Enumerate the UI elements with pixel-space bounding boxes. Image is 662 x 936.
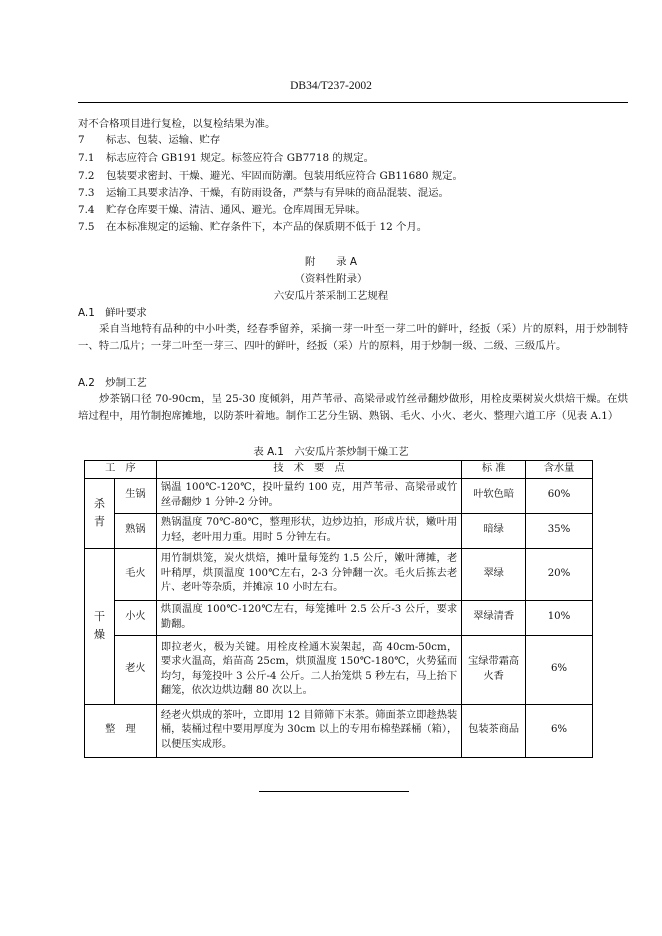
- step-tech: 烘顶温度 100℃-120℃左右，每笼摊叶 2.5 公斤-3 公斤，要求勤翻。: [156, 600, 461, 635]
- step-tech: 即拉老火，极为关键。用栓皮栓通木炭架起，高 40cm-50cm，要求火温高，焰苗高 25cm，烘顶温度 150℃-180℃，火势猛而均匀，每笼投叶 3 公斤-4 公斤。二人抬笼烘 5 秒左右，马上抬下翻笼，依次边烘边翻 80 次以上。: [156, 635, 461, 704]
- step-tech: 用竹制烘笼，炭火烘焙，摊叶量每笼约 1.5 公斤，嫩叶薄摊，老叶稍厚，烘顶温度 100℃左右，2-3 分钟翻一次。毛火后拣去老片、老叶等杂质，并摊凉 10 小时左右。: [156, 548, 461, 600]
- step-tech: 熟锅温度 70℃-80℃，整理形状，边炒边拍，形成片状，嫩叶用力轻，老叶用力重。用时 5 分钟左右。: [156, 513, 461, 548]
- group-char: 干: [93, 610, 105, 623]
- header-tech: 技 术 要 点: [156, 461, 461, 479]
- step-moisture: 6%: [526, 635, 593, 704]
- item-number: 7.1: [78, 152, 95, 164]
- table-row: [85, 704, 593, 757]
- header-standard: 标 准: [462, 461, 526, 479]
- item-number: 7.5: [78, 221, 95, 233]
- item-text: 贮存仓库要干燥、清洁、通风、避光。仓库周围无异味。: [106, 204, 366, 216]
- process-table: [84, 460, 593, 758]
- group-char: 青: [93, 515, 105, 528]
- table-header-row: [85, 461, 593, 479]
- group-char: 燥: [93, 628, 105, 641]
- step-standard: 宝绿带霜高火香: [462, 635, 526, 704]
- item-text: 标志应符合 GB191 规定。标签应符合 GB7718 的规定。: [106, 152, 374, 164]
- appendix-subtitle: （资料性附录）: [294, 273, 368, 285]
- item-text: 在本标准规定的运输、贮存条件下，本产品的保质期不低于 12 个月。: [106, 221, 428, 233]
- step-standard: 叶软色暗: [462, 478, 526, 513]
- table-row: [85, 513, 593, 548]
- item-7-4: [78, 202, 628, 218]
- item-7-5: [78, 219, 628, 235]
- table-caption: 表 A.1 六安瓜片茶炒制干燥工艺: [253, 446, 409, 458]
- section-7-heading: [78, 132, 628, 148]
- item-number: 7.2: [78, 170, 95, 182]
- header-moisture: 含水量: [526, 461, 593, 479]
- step-standard: 翠绿: [462, 548, 526, 600]
- appendix-name: 六安瓜片茶采制工艺规程: [273, 290, 389, 302]
- group-drying: [85, 548, 115, 704]
- table-row: [85, 478, 593, 513]
- item-number: 7.4: [78, 204, 95, 216]
- a2-heading: A.2 炒制工艺: [78, 377, 147, 389]
- item-text: 包装要求密封、干燥、避光、牢固而防潮。包装用纸应符合 GB11680 规定。: [106, 170, 463, 182]
- appendix-title: 附 录 A: [305, 256, 357, 268]
- step-standard: 包装茶商品: [462, 704, 526, 757]
- item-7-1: [78, 150, 628, 166]
- step-standard: 暗绿: [462, 513, 526, 548]
- table-row: [85, 635, 593, 704]
- a1-paragraph: 采自当地特有品种的中小叶类，经春季留养，采摘一芽一叶至一芽二叶的鲜叶，经扳（采）片的原料，用于炒制特一、特二瓜片；一芽二叶至一芽三、四叶的鲜叶，经扳（采）片的原料，用于炒制一级、二级、三级瓜片。: [78, 323, 628, 352]
- step-name: 毛火: [114, 548, 156, 600]
- document-code: DB34/T237-2002: [290, 80, 372, 92]
- step-moisture: 35%: [526, 513, 593, 548]
- step-name: 小火: [114, 600, 156, 635]
- step-tech: 经老火烘成的茶叶，立即用 12 目筛筛下末茶。筛面茶立即趁热装桶，装桶过程中要用厚度为 30cm 以上的专用布棉垫踩桶（箱），以便压实成形。: [156, 704, 461, 757]
- group-char: 杀: [93, 497, 105, 510]
- table-row: [85, 548, 593, 600]
- item-text: 运输工具要求洁净、干燥，有防雨设备，严禁与有异味的商品混装、混运。: [106, 187, 449, 199]
- step-moisture: 10%: [526, 600, 593, 635]
- step-name: 生锅: [114, 478, 156, 513]
- header-rule: [78, 102, 628, 103]
- retest-line: 对不合格项目进行复检，以复检结果为准。: [78, 118, 276, 130]
- section-7-number: 7: [78, 134, 85, 146]
- step-name: 熟锅: [114, 513, 156, 548]
- step-name: 老火: [114, 635, 156, 704]
- step-moisture: 20%: [526, 548, 593, 600]
- a1-heading: A.1 鲜叶要求: [78, 307, 147, 319]
- group-fixation: [85, 478, 115, 548]
- item-number: 7.3: [78, 187, 95, 199]
- header-process: 工 序: [85, 461, 157, 479]
- step-name: 整 理: [85, 704, 157, 757]
- table-row: [85, 600, 593, 635]
- step-standard: 翠绿清香: [462, 600, 526, 635]
- step-moisture: 60%: [526, 478, 593, 513]
- section-7-title: 标志、包装、运输、贮存: [106, 134, 221, 146]
- item-7-3: [78, 185, 628, 201]
- step-tech: 锅温 100℃-120℃，投叶量约 100 克，用芦苇帚、高梁帚或竹丝帚翻炒 1 分钟-2 分钟。: [156, 478, 461, 513]
- end-rule: [259, 791, 409, 792]
- a2-paragraph: 炒茶锅口径 70-90cm，呈 25-30 度倾斜，用芦苇帚、高梁帚或竹丝帚翻炒做形，用栓皮栗树炭火烘焙干燥。在烘培过程中，用竹制抱席摊地，以防茶叶着地。制作工艺分生锅、熟锅、毛火、小火、老火、整理六道工序（见表 A.1）: [78, 393, 628, 422]
- step-moisture: 6%: [526, 704, 593, 757]
- item-7-2: [78, 168, 628, 184]
